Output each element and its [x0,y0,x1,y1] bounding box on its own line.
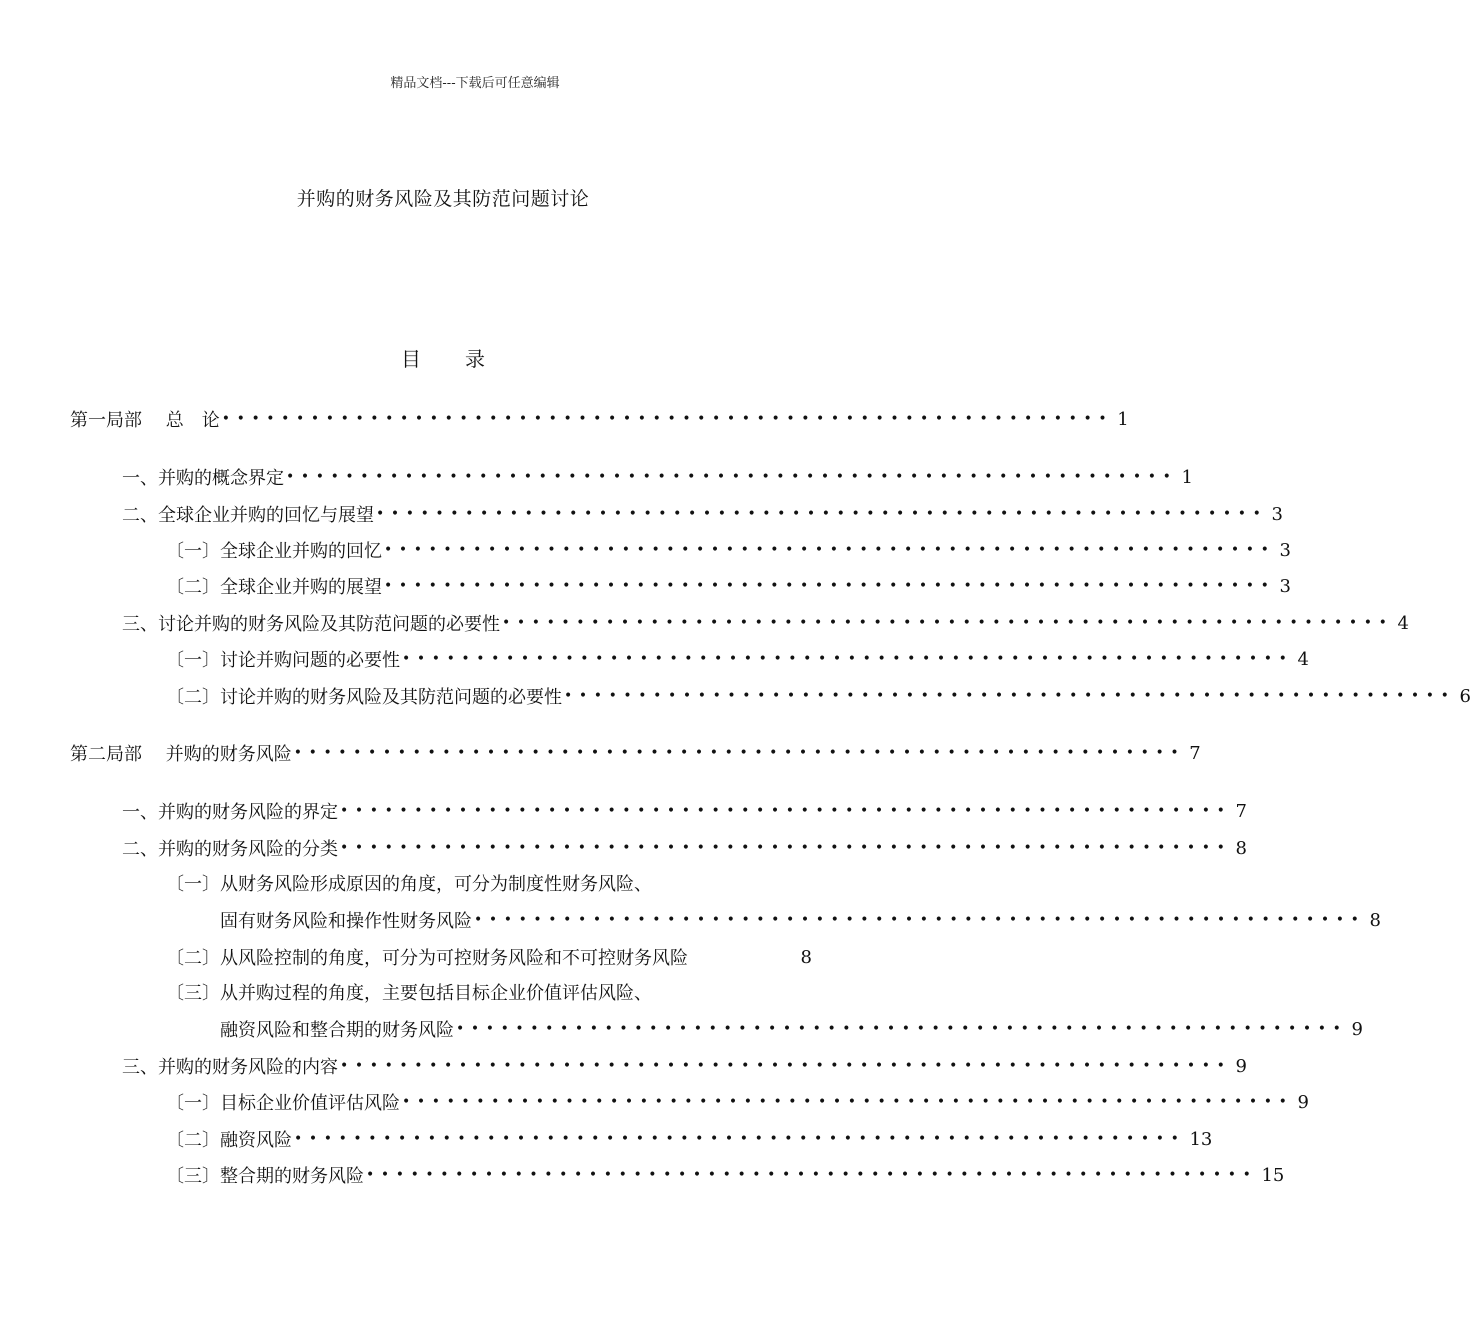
toc-leader-dots: •••••••••••••••••••••••••••••••••••••••••••••••••••••••••••• [502,615,1394,631]
toc-leader-dots: •••••••••••••••••••••••••••••••••••••••••••••••••••••••••••• [340,803,1232,819]
toc-entry-label: 融资风险和整合期的财务风险 [220,1020,454,1041]
toc-entry-label: 〔二〕从风险控制的角度，可分为可控财务风险和不可控财务风险 [166,948,688,969]
toc-entry-section[interactable] [122,501,1283,527]
toc-entry-subsection[interactable] [166,1089,1309,1115]
toc-page-number: 3 [1271,503,1283,525]
toc-entry-label: 第二局部 并购的财务风险 [70,744,292,765]
toc-page-number: 3 [1279,575,1291,597]
toc-leader-dots: •••••••••••••••••••••••••••••••••••••••••••••••••••••••••••• [221,411,1114,427]
toc-entry-subsection[interactable] [166,573,1291,599]
toc-entry-label: 一、并购的概念界定 [122,468,284,489]
toc-leader-dots: •••••••••••••••••••••••••••••••••••••••••••••••••••••••••••• [286,469,1178,485]
toc-entry-label: 二、并购的财务风险的分类 [122,839,338,860]
toc-entry-label: 〔一〕全球企业并购的回忆 [166,541,382,562]
toc-entry-part[interactable] [70,406,1129,432]
toc-page-number: 8 [1369,909,1381,931]
toc-leader-dots: •••••••••••••••••••••••••••••••••••••••••••••••••••••••••••• [376,506,1268,522]
toc-entry-label: 〔二〕全球企业并购的展望 [166,577,382,598]
toc-page-number: 9 [1297,1091,1309,1113]
toc-page-number: 8 [800,946,812,968]
toc-page-number: 1 [1117,408,1129,430]
watermark-header: 精品文档---下载后可任意编辑 [390,76,560,91]
toc-page-number: 3 [1279,539,1291,561]
toc-entry-subsection[interactable] [166,1162,1285,1188]
toc-entry-subsection[interactable] [166,1126,1213,1152]
toc-page-number: 9 [1351,1018,1363,1040]
document-title: 并购的财务风险及其防范问题讨论 [296,188,590,210]
toc-leader-dots: •••••••••••••••••••••••••••••••••••••••••••••••••••••••••••• [340,840,1232,856]
toc-entry-subsection[interactable] [166,944,812,970]
toc-page-number: 7 [1235,800,1247,822]
toc-leader-dots: •••••••••••••••••••••••••••••••••••••••••••••••••••••••••••• [384,578,1276,594]
toc-page-number: 15 [1261,1164,1285,1186]
toc-leader-dots: •••••••••••••••••••••••••••••••••••••••••••••••••••••••••••• [456,1021,1348,1037]
toc-entry-section[interactable] [122,1053,1247,1079]
toc-leader-dots: •••••••••••••••••••••••••••••••••••••••••••••••••••••••••••• [384,542,1276,558]
toc-entry-subsection[interactable] [166,537,1291,563]
toc-entry-subsection[interactable] [166,683,1471,709]
toc-leader-dots: •••••••••••••••••••••••••••••••••••••••••••••••••••••••••••• [402,651,1294,667]
toc-page-number: 7 [1189,742,1201,764]
toc-page-number: 4 [1297,648,1309,670]
toc-entry-label: 三、并购的财务风险的内容 [122,1057,338,1078]
toc-leader-dots: •••••••••••••••••••••••••••••••••••••••••••••••••••••••••••• [340,1058,1232,1074]
toc-page-number: 6 [1459,685,1471,707]
toc-heading-char: 目 [401,347,465,371]
toc-entry-subsection[interactable] [220,1016,1363,1042]
toc-entry-section[interactable] [122,798,1247,824]
toc-entry-label: 〔二〕融资风险 [166,1130,292,1151]
toc-entry-label-line1[interactable]: 〔一〕从财务风险形成原因的角度，可分为制度性财务风险、 [166,874,652,895]
toc-leader-dots: •••••••••••••••••••••••••••••••••••••••••••••••••••••••••••• [402,1094,1294,1110]
toc-entry-label: 〔二〕讨论并购的财务风险及其防范问题的必要性 [166,687,562,708]
toc-entry-label: 〔一〕目标企业价值评估风险 [166,1093,400,1114]
toc-leader-dots: •••••••••••••••••••••••••••••••••••••••••••••••••••••••••••• [474,912,1366,928]
toc-page-number: 4 [1397,612,1409,634]
toc-page-number: 13 [1189,1128,1213,1150]
toc-leader-dots: •••••••••••••••••••••••••••••••••••••••••••••••••••••••••••• [366,1167,1258,1183]
toc-entry-label: 〔三〕整合期的财务风险 [166,1166,364,1187]
toc-entry-subsection[interactable] [220,907,1381,933]
toc-entry-label: 二、全球企业并购的回忆与展望 [122,505,374,526]
toc-heading-char: 录 [465,347,485,371]
toc-entry-label: 〔一〕讨论并购问题的必要性 [166,650,400,671]
toc-entry-label: 第一局部 总 论 [70,410,220,431]
toc-leader-dots: •••••••••••••••••••••••••••••••••••••••••••••••••••••••••••• [294,1131,1186,1147]
toc-entry-subsection[interactable] [166,646,1309,672]
toc-page-number: 9 [1235,1055,1247,1077]
toc-page-number: 1 [1181,466,1193,488]
toc-entry-label: 三、讨论并购的财务风险及其防范问题的必要性 [122,614,500,635]
toc-entry-section[interactable] [122,610,1409,636]
toc-entry-label: 固有财务风险和操作性财务风险 [220,911,472,932]
toc-entry-label-line1[interactable]: 〔三〕从并购过程的角度，主要包括目标企业价值评估风险、 [166,983,652,1004]
toc-entry-label: 一、并购的财务风险的界定 [122,802,338,823]
toc-leader-dots: •••••••••••••••••••••••••••••••••••••••••••••••••••••••••••• [293,745,1186,761]
toc-leader-dots: •••••••••••••••••••••••••••••••••••••••••••••••••••••••••••• [564,688,1456,704]
toc-entry-part[interactable] [70,740,1201,766]
toc-entry-section[interactable] [122,835,1247,861]
toc-entry-section[interactable] [122,464,1193,490]
toc-page-number: 8 [1235,837,1247,859]
